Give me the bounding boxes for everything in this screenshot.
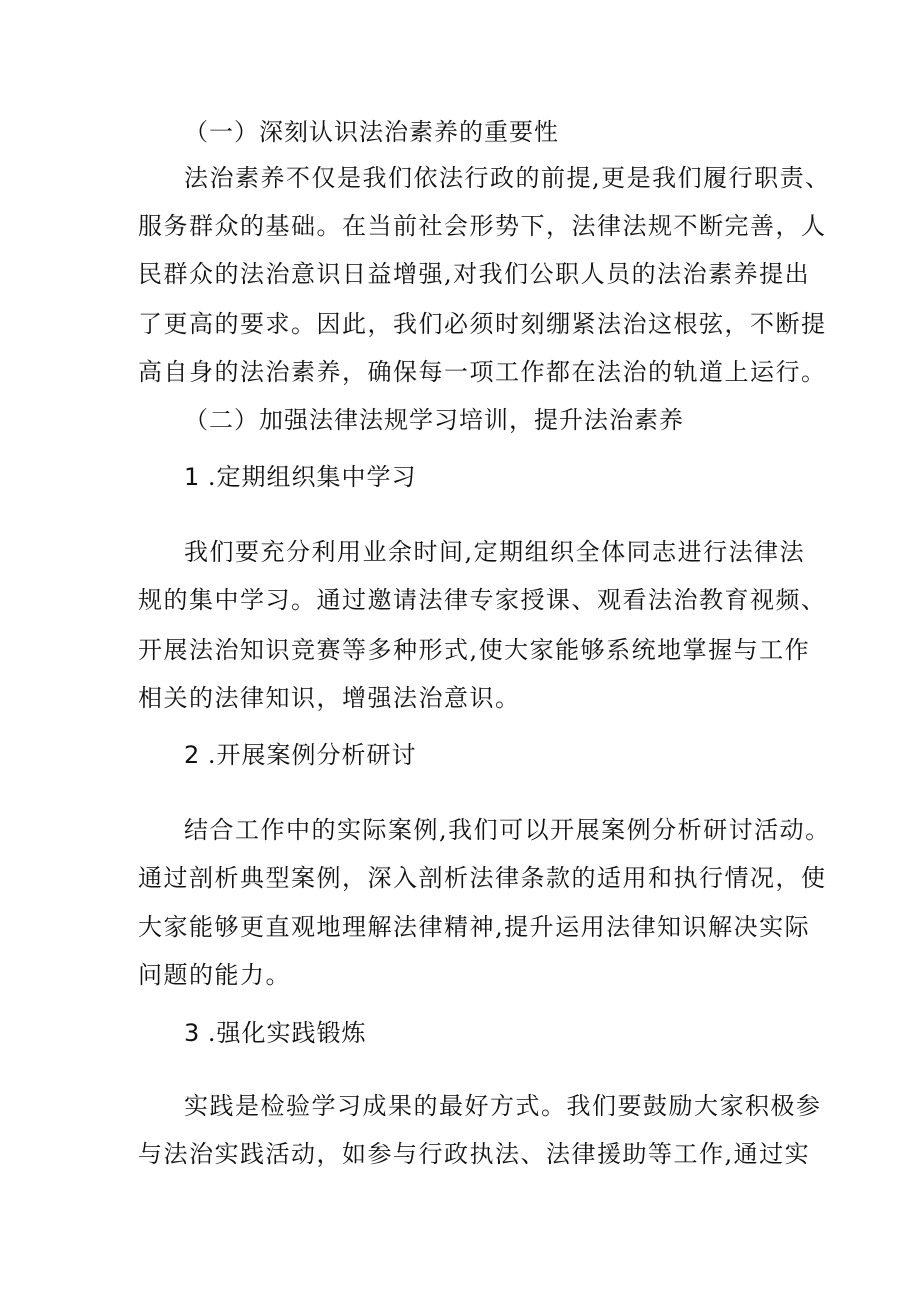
paragraph-line: 大家能够更直观地理解法律精神,提升运用法律知识解决实际: [138, 913, 811, 941]
item-number: 1: [184, 463, 200, 491]
paragraph-line: 我们要充分利用业余时间,定期组织全体同志进行法律法: [184, 538, 806, 566]
section-heading-2: （二）加强法律法规学习培训，提升法治素养: [184, 406, 684, 434]
paragraph-line: 结合工作中的实际案例,我们可以开展案例分析研讨活动。: [184, 816, 831, 844]
section-heading-1: （一）深刻认识法治素养的重要性: [184, 118, 559, 146]
paragraph-line: 相关的法律知识，增强法治意识。: [138, 684, 521, 712]
paragraph-line: 高自身的法治素养，确保每一项工作都在法治的轨道上运行。: [138, 358, 827, 386]
paragraph-line: 实践是检验学习成果的最好方式。我们要鼓励大家积极参: [184, 1092, 822, 1120]
subheading-3: [184, 1018, 367, 1048]
paragraph-line: 问题的能力。: [138, 961, 291, 989]
subheading-1: [184, 462, 417, 492]
paragraph-line: 开展法治知识竞赛等多种形式,使大家能够系统地掌握与工作: [138, 636, 811, 664]
item-title: .开展案例分析研讨: [207, 741, 417, 769]
item-number: 2: [184, 741, 200, 769]
paragraph-line: 了更高的要求。因此，我们必须时刻绷紧法治这根弦，不断提: [138, 310, 827, 338]
item-number: 3: [184, 1019, 200, 1047]
paragraph-line: 通过剖析典型案例，深入剖析法律条款的适用和执行情况，使: [138, 864, 827, 892]
item-title: .强化实践锻炼: [207, 1019, 367, 1047]
subheading-2: [184, 740, 417, 770]
paragraph-line: 与法治实践活动，如参与行政执法、法律援助等工作,通过实: [138, 1140, 811, 1168]
paragraph-line: 规的集中学习。通过邀请法律专家授课、观看法治教育视频、: [138, 586, 827, 614]
paragraph-line: 民群众的法治意识日益增强,对我们公职人员的法治素养提出: [138, 260, 811, 288]
paragraph-line: 法治素养不仅是我们依法行政的前提,更是我们履行职责、: [184, 164, 831, 192]
paragraph-line: 服务群众的基础。在当前社会形势下，法律法规不断完善，人: [138, 212, 827, 240]
item-title: .定期组织集中学习: [207, 463, 417, 491]
